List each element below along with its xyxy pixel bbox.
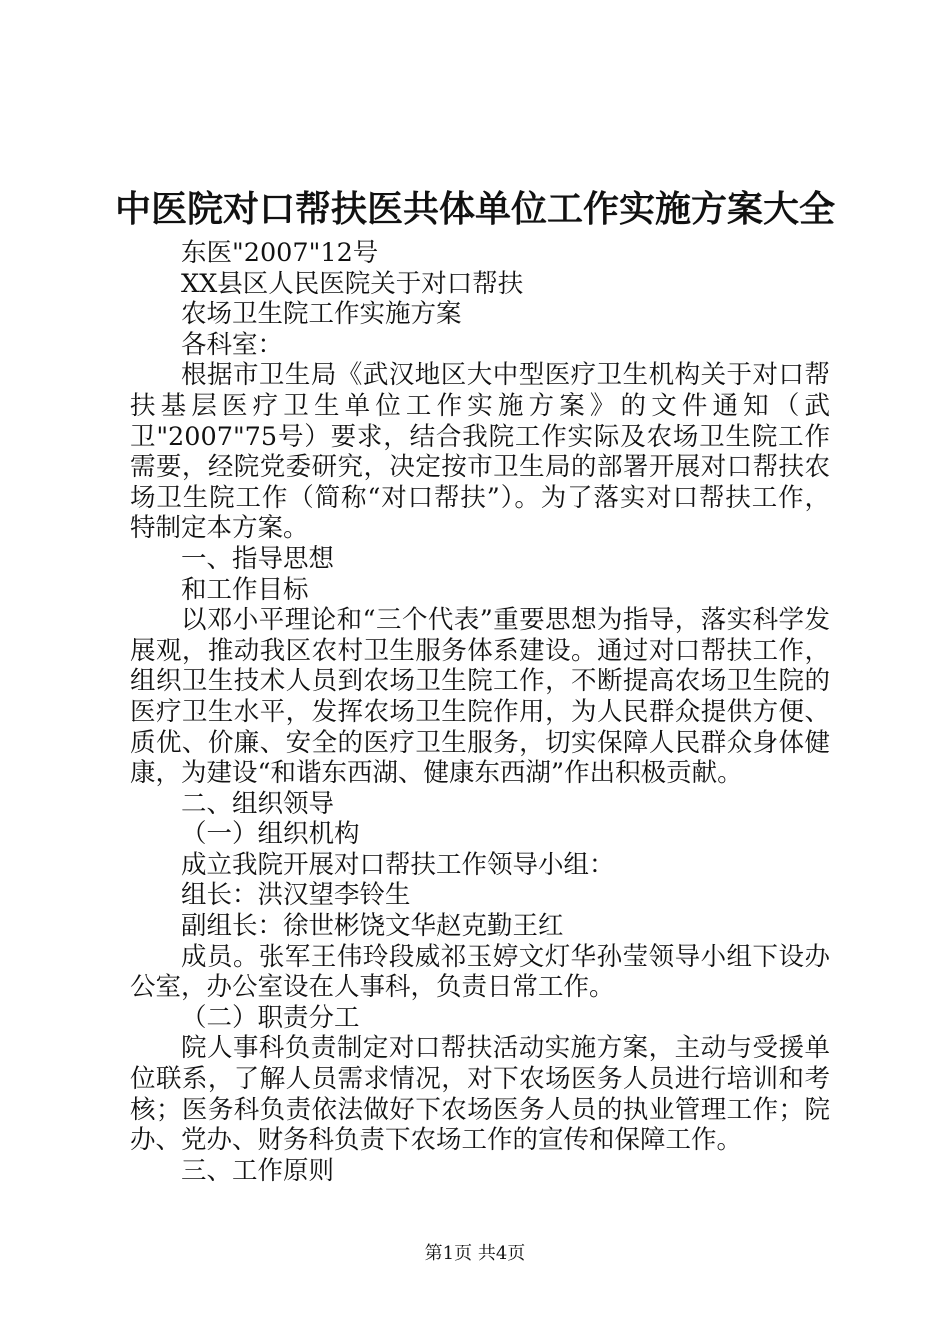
- paragraph-guiding-ideology: 以邓小平理论和“三个代表”重要思想为指导，落实科学发展观，推动我区农村卫生服务体系建设。通过对口帮扶工作，组织卫生技术人员到农场卫生院工作，不断提高农场卫生院的医疗卫生水平，发挥农场卫生院作用，为人民群众提供方便、质优、价廉、安全的医疗卫生服务，切实保障人民群众身体健康，为建设“和谐东西湖、健康东西湖”作出积极贡献。: [130, 605, 830, 789]
- page-number-footer: 第1页 共4页: [424, 1243, 526, 1264]
- section-3-heading: 三、工作原则: [181, 1155, 335, 1186]
- members-paragraph: 成员。张军王伟玲段威祁玉婷文灯华孙莹领导小组下设办公室，办公室设在人事科，负责日常工作。: [130, 941, 830, 1003]
- document-body: [130, 238, 830, 1186]
- heading-line-2: 农场卫生院工作实施方案: [181, 299, 462, 330]
- paragraph-intro: 根据市卫生局《武汉地区大中型医疗卫生机构关于对口帮扶基层医疗卫生单位工作实施方案》的文件通知（武卫"2007"75号）要求，结合我院工作实际及农场卫生院工作需要，经院党委研究，决定按市卫生局的部署开展对口帮扶农场卫生院工作（简称“对口帮扶”）。为了落实对口帮扶工作，特制定本方案。: [130, 360, 830, 544]
- paragraph-leading-group: 成立我院开展对口帮扶工作领导小组：: [181, 849, 615, 880]
- subsection-1-heading: （一）组织机构: [181, 819, 360, 850]
- subsection-2-heading: （二）职责分工: [181, 1002, 360, 1033]
- salutation: 各科室：: [181, 329, 284, 360]
- section-1-heading-line-1: 一、指导思想: [181, 543, 335, 574]
- document-title: 中医院对口帮扶医共体单位工作实施方案大全: [114, 188, 835, 230]
- doc-number: 东医"2007"12号: [181, 238, 379, 268]
- heading-line-1: XX县区人民医院关于对口帮扶: [181, 268, 524, 299]
- section-1-heading-line-2: 和工作目标: [181, 574, 309, 605]
- paragraph-duties: 院人事科负责制定对口帮扶活动实施方案，主动与受援单位联系，了解人员需求情况，对下农场医务人员进行培训和考核；医务科负责依法做好下农场医务人员的执业管理工作；院办、党办、财务科负责下农场工作的宣传和保障工作。: [130, 1033, 830, 1156]
- leader-line: 组长：洪汉望李铃生: [181, 880, 411, 911]
- section-2-heading: 二、组织领导: [181, 788, 335, 819]
- deputy-leader-line: 副组长：徐世彬饶文华赵克勤王红: [181, 911, 564, 942]
